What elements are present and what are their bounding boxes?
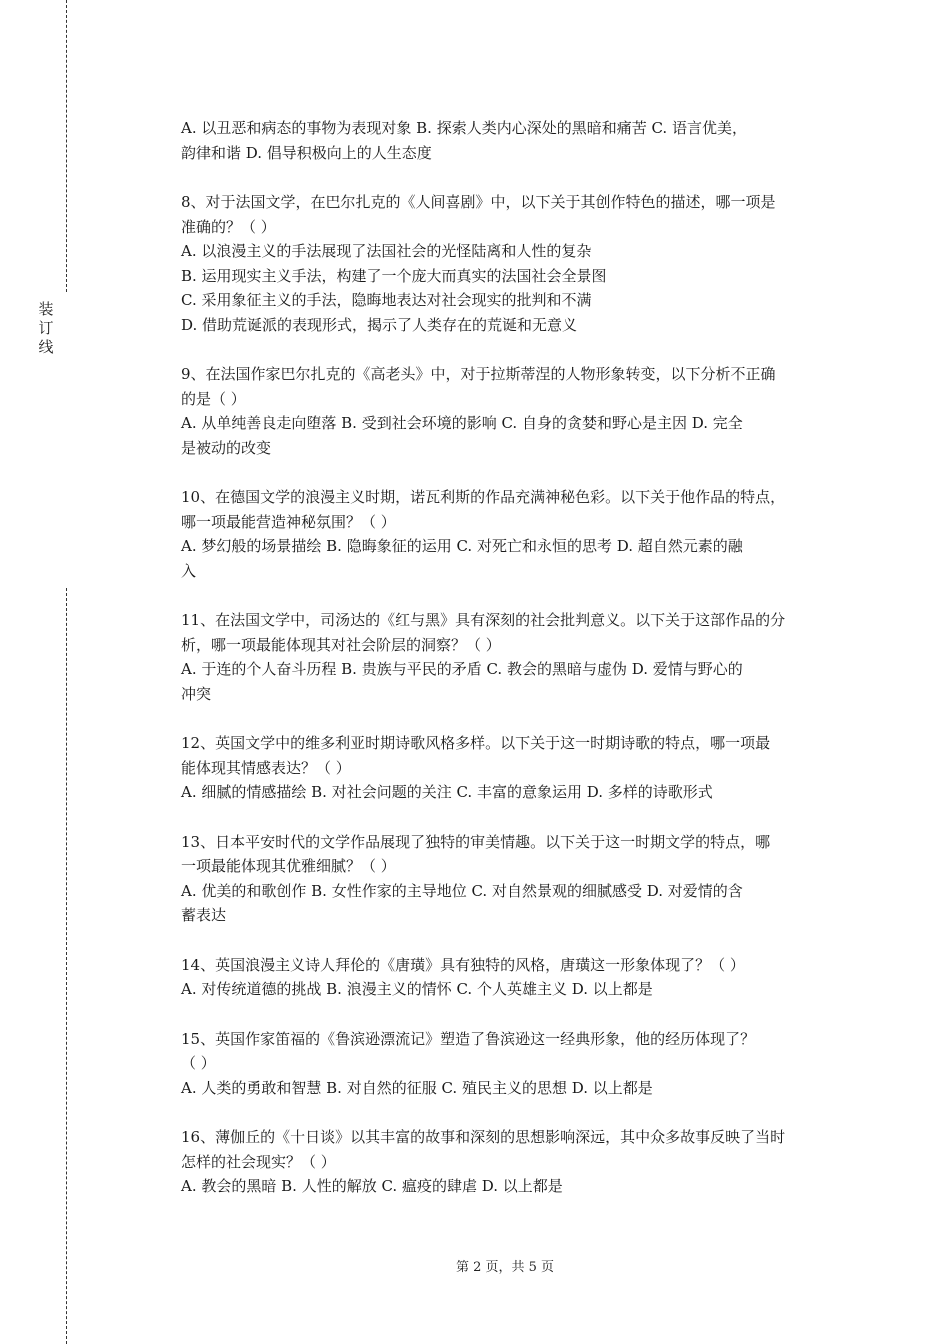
- question-text-line: 14、英国浪漫主义诗人拜伦的《唐璜》具有独特的风格，唐璜这一形象体现了？（ ）: [181, 955, 745, 974]
- question-text-line: 一项最能体现其优雅细腻？（ ）: [181, 857, 396, 875]
- binding-label-char: 装: [38, 300, 54, 318]
- question-text-line: 12、英国文学中的维多利亚时期诗歌风格多样。以下关于这一时期诗歌的特点，哪一项最: [181, 734, 771, 752]
- question-text-line: 冲突: [181, 684, 212, 703]
- question-text-line: A. 从单纯善良走向堕落 B. 受到社会环境的影响 C. 自身的贪婪和野心是主因 D. 完全: [181, 414, 743, 432]
- binding-label: [36, 300, 56, 357]
- question-text-line: A. 对传统道德的挑战 B. 浪漫主义的情怀 C. 个人英雄主义 D. 以上都是: [181, 980, 653, 998]
- question-block: [181, 608, 841, 706]
- question-text-line: 9、在法国作家巴尔扎克的《高老头》中，对于拉斯蒂涅的人物形象转变，以下分析不正确: [181, 365, 776, 383]
- question-content: [181, 116, 841, 1224]
- question-block: [181, 362, 841, 460]
- question-text-line: 哪一项最能营造神秘氛围？（ ）: [181, 512, 396, 531]
- question-block: [181, 485, 841, 583]
- question-text-line: 13、日本平安时代的文学作品展现了独特的审美情趣。以下关于这一时期文学的特点，哪: [181, 832, 771, 851]
- question-text-line: A. 优美的和歌创作 B. 女性作家的主导地位 C. 对自然景观的细腻感受 D. 对爱情的含: [181, 881, 743, 900]
- question-block: [181, 1125, 841, 1199]
- question-options-continued: [181, 116, 841, 165]
- question-text-line: 蓄表达: [181, 906, 227, 924]
- binding-label-char: 线: [38, 338, 54, 356]
- question-block: [181, 731, 841, 805]
- question-text-line: C. 采用象征主义的手法，隐晦地表达对社会现实的批判和不满: [181, 291, 592, 309]
- question-text-line: A. 以浪漫主义的手法展现了法国社会的光怪陆离和人性的复杂: [181, 242, 592, 260]
- question-text-line: 的是（ ）: [181, 389, 246, 408]
- question-text-line: A. 梦幻般的场景描绘 B. 隐晦象征的运用 C. 对死亡和永恒的思考 D. 超自然元素的融: [181, 537, 743, 555]
- question-block: [181, 953, 841, 1002]
- page-footer: 第 2 页，共 5 页: [455, 1260, 555, 1275]
- question-text-line: 是被动的改变: [181, 438, 272, 457]
- question-text-line: 韵律和谐 D. 倡导积极向上的人生态度: [181, 143, 432, 162]
- question-text-line: 15、英国作家笛福的《鲁滨逊漂流记》塑造了鲁滨逊这一经典形象，他的经历体现了？: [181, 1029, 756, 1048]
- question-text-line: 11、在法国文学中，司汤达的《红与黑》具有深刻的社会批判意义。以下关于这部作品的分: [181, 611, 786, 629]
- question-text-line: D. 借助荒诞派的表现形式，揭示了人类存在的荒诞和无意义: [181, 315, 578, 334]
- question-text-line: A. 教会的黑暗 B. 人性的解放 C. 瘟疫的肆虐 D. 以上都是: [181, 1177, 563, 1195]
- binding-dashed-line-top: [66, 0, 67, 292]
- question-text-line: A. 细腻的情感描绘 B. 对社会问题的关注 C. 丰富的意象运用 D. 多样的诗歌形式: [181, 783, 713, 801]
- question-text-line: A. 于连的个人奋斗历程 B. 贵族与平民的矛盾 C. 教会的黑暗与虚伪 D. 爱情与野心的: [181, 660, 743, 678]
- question-text-line: B. 运用现实主义手法，构建了一个庞大而真实的法国社会全景图: [181, 266, 607, 285]
- question-text-line: 入: [181, 561, 197, 580]
- question-block: [181, 190, 841, 337]
- question-text-line: 10、在德国文学的浪漫主义时期，诺瓦利斯的作品充满神秘色彩。以下关于他作品的特点，: [181, 488, 786, 506]
- question-text-line: 16、薄伽丘的《十日谈》以其丰富的故事和深刻的思想影响深远，其中众多故事反映了当时: [181, 1128, 786, 1146]
- question-text-line: 8、对于法国文学，在巴尔扎克的《人间喜剧》中，以下关于其创作特色的描述，哪一项是: [181, 193, 776, 211]
- question-block: [181, 830, 841, 928]
- question-text-line: （ ）: [181, 1054, 216, 1072]
- question-text-line: 怎样的社会现实？（ ）: [181, 1152, 336, 1171]
- question-block: [181, 1027, 841, 1101]
- question-text-line: 准确的？（ ）: [181, 217, 276, 236]
- binding-label-char: 订: [38, 319, 54, 337]
- binding-dashed-line-bottom: [66, 588, 67, 1344]
- question-text-line: A. 以丑恶和病态的事物为表现对象 B. 探索人类内心深处的黑暗和痛苦 C. 语言优美，: [181, 119, 747, 137]
- question-text-line: 析，哪一项最能体现其对社会阶层的洞察？（ ）: [181, 635, 501, 654]
- question-text-line: A. 人类的勇敢和智慧 B. 对自然的征服 C. 殖民主义的思想 D. 以上都是: [181, 1078, 653, 1097]
- question-text-line: 能体现其情感表达？（ ）: [181, 758, 351, 777]
